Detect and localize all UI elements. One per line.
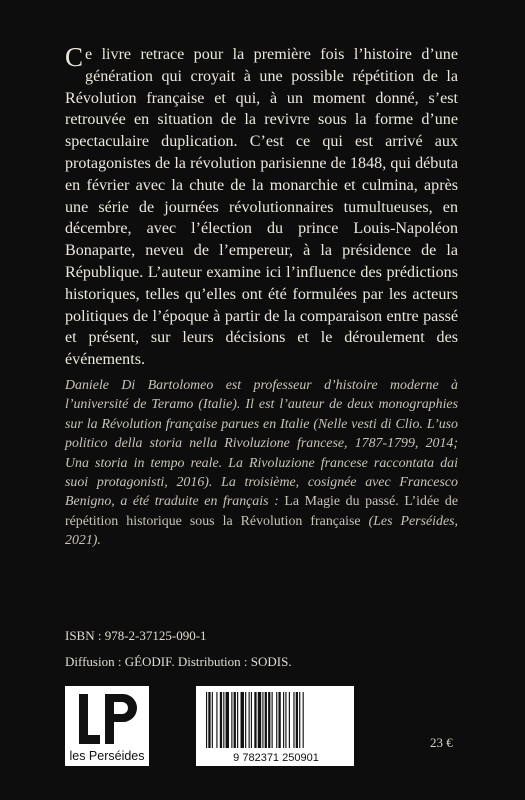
barcode-bar [212,692,213,748]
barcode-bar [276,692,277,748]
price: 23 € [430,735,453,750]
barcode-bar [262,692,263,748]
barcode-bar [249,692,250,748]
barcode-bar [245,692,246,748]
diffusion-info: Diffusion : GÉODIF. Distribution : SODIS. [65,654,292,669]
barcode-bar [265,692,267,748]
barcode-bar [258,692,261,748]
author-bio [65,376,458,551]
barcode-bar [241,692,244,748]
barcode-bar [272,692,273,748]
barcode-bar [293,692,294,748]
author-bio-publisher: (Les Perséides, 2021). [65,513,459,549]
barcode-bar [268,692,270,748]
barcode-bar [254,692,256,748]
isbn: ISBN : 978-2-37125-090-1 [65,628,207,643]
barcode-bar [283,692,284,748]
barcode-bar [251,692,252,748]
barcode-bar [206,692,207,748]
barcode-bar [208,692,210,748]
barcode-bar [216,692,217,748]
back-cover-summary [65,44,458,371]
barcode-bar [231,692,232,748]
barcode-bar [223,692,224,748]
barcode [196,686,354,766]
barcode-bar [299,692,300,748]
drop-cap: C [65,42,84,72]
publisher-logo [65,686,149,766]
barcode-bar [296,692,298,748]
barcode-bar [303,692,304,748]
publisher-name: les Perséides [69,749,145,763]
summary-text: e livre retrace pour la première fois l’histoire d’une génération qui croyait à une possible répétition de la Révolution française et qui, à un moment donné, s’est retrouvée en situation de la revivre sous la forme d’une spectaculaire duplication. C’est ce qui est arrivé aux protagonistes de la révolution parisienne de 1848, qui débuta en février avec la chute de la monarchie et culmina, après une série de journées révolutionnaires tumultueuses, en décembre, avec l’élection du prince Louis-Napoléon Bonaparte, neveu de l’empereur, à la présidence de la République. L’auteur examine ici l’influence des prédictions historiques, telles qu’elles ont été formulées par les acteurs politiques de l’époque à partir de la comparaison entre passé et présent, sur leurs décisions et le déroulement des événements. [65,46,458,369]
barcode-bar [234,692,236,748]
barcode-bar [289,692,290,748]
barcode-bar [226,692,229,748]
book-title: La Magie du passé. L’idée de répétition historique sous la Révolution française [65,494,458,529]
barcode-bar [285,692,286,748]
author-bio-text: Daniele Di Bartolomeo est professeur d’histoire moderne à l’université de Teramo (Italie). Il est l’auteur de deux monographies sur la Révolution française parues en Italie (Nelle vesti di Clio. L’uso politico della storia nella Rivoluzione francese, 1787-1799, 2014; Una storia in tempo reale. La Rivoluzione francese raccontata dai suoi protagonisti, 2016). La troisième, cosignée avec Francesco Benigno, a été traduite en français : [65,378,458,510]
barcode-bar [237,692,238,748]
barcode-bar [278,692,280,748]
barcode-digits: 9 782371 250901 [233,752,319,764]
barcode-bar [220,692,222,748]
